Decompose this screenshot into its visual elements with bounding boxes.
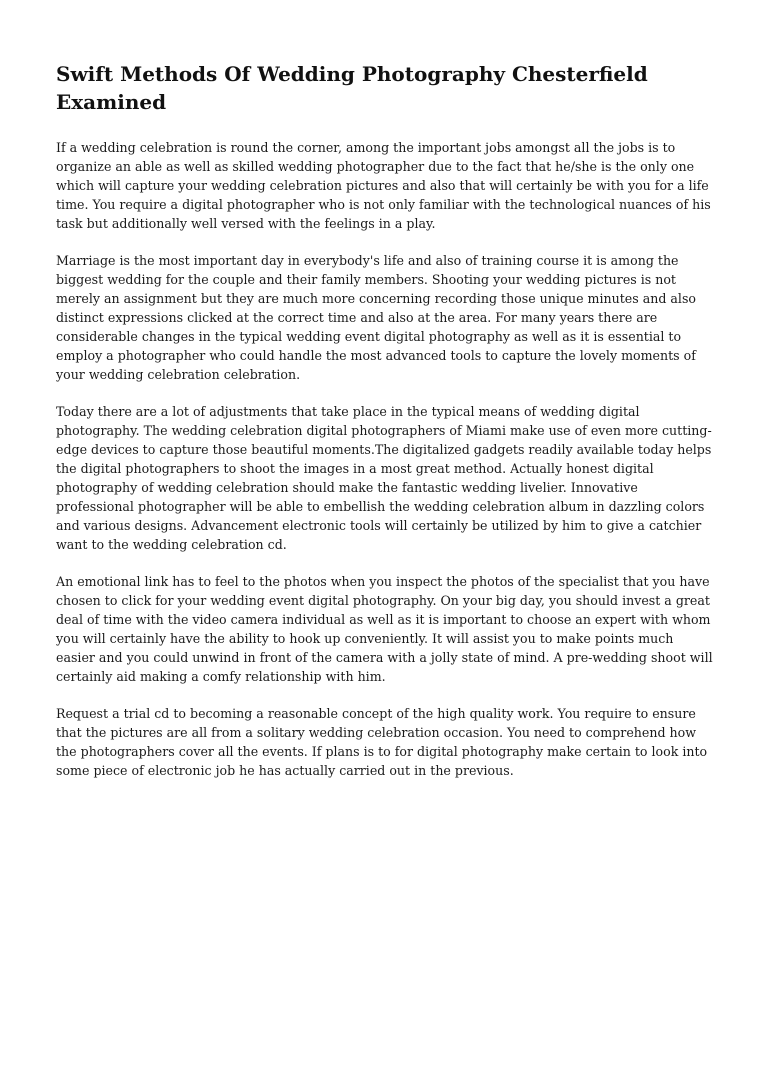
document-body: [56, 138, 714, 780]
paragraph-2: Marriage is the most important day in everybody's life and also of training course it is among the biggest wedding for the couple and their family members. Shooting your wedding pictures is not merely an assignment but they are much more concerning recording those unique minutes and also distinct expressions clicked at the correct time and also at the area. For many years there are considerable changes in the typical wedding event digital photography as well as it is essential to employ a photographer who could handle the most advanced tools to capture the lovely moments of your wedding celebration celebration.: [56, 253, 696, 382]
paragraph-3: Today there are a lot of adjustments that take place in the typical means of wedding digital photography. The wedding celebration digital photographers of Miami make use of even more cutting-edge devices to capture those beautiful moments.The digitalized gadgets readily available today helps the digital photographers to shoot the images in a most great method. Actually honest digital photography of wedding celebration should make the fantastic wedding livelier. Innovative professional photographer will be able to embellish the wedding celebration album in dazzling colors and various designs. Advancement electronic tools will certainly be utilized by him to give a catchier want to the wedding celebration cd.: [56, 404, 712, 552]
paragraph-4: An emotional link has to feel to the photos when you inspect the photos of the specialist that you have chosen to click for your wedding event digital photography. On your big day, you should invest a great deal of time with the video camera individual as well as it is important to choose an expert with whom you will certainly have the ability to hook up conveniently. It will assist you to make points much easier and you could unwind in front of the camera with a jolly state of mind. A pre-wedding shoot will certainly aid making a comfy relationship with him.: [56, 574, 713, 684]
paragraph-5: Request a trial cd to becoming a reasonable concept of the high quality work. You require to ensure that the pictures are all from a solitary wedding celebration occasion. You need to comprehend how the photographers cover all the events. If plans is to for digital photography make certain to look into some piece of electronic job he has actually carried out in the previous.: [56, 706, 708, 778]
paragraph-1: If a wedding celebration is round the corner, among the important jobs amongst all the jobs is to organize an able as well as skilled wedding photographer due to the fact that he/she is the only one which will capture your wedding celebration pictures and also that will certainly be with you for a life time. You require a digital photographer who is not only familiar with the technological nuances of his task but additionally well versed with the feelings in a play.: [56, 140, 711, 231]
document-title: Swift Methods Of Wedding Photography Chesterfield Examined: [56, 62, 648, 114]
